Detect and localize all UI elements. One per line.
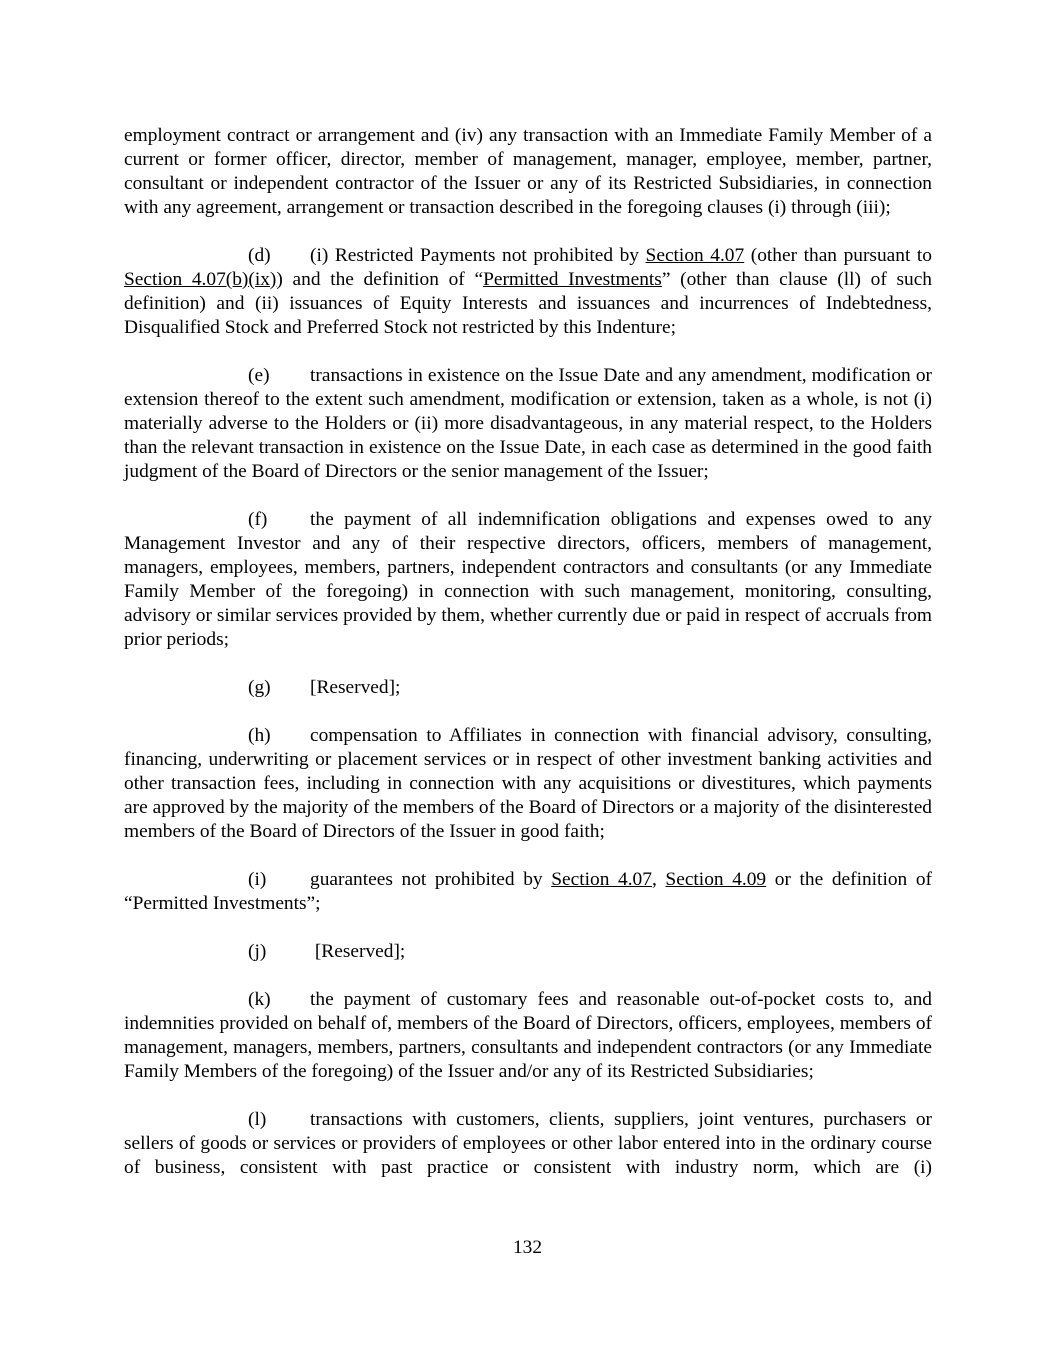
section-4-07-b-ix-reference: Section 4.07(b)(ix) <box>124 269 277 290</box>
page-number: 132 <box>512 1237 543 1258</box>
clause-e-label: (e) <box>248 365 270 386</box>
clause-l-text: transactions with customers, clients, suppliers, joint ventures, purchasers or sellers of goods or services or providers of employees or other labor entered into in the ordinary course of business, consistent with past practice or consistent with industry norm, which are (i) <box>124 1109 932 1178</box>
intro-text: employment contract or arrangement and (iv) any transaction with an Immediate Family Member of a current or former officer, director, member of management, manager, employee, member, partner, consultant or independent contractor of the Issuer or any of its Restricted Subsidiaries, in connection with any agreement, arrangement or transaction described in the foregoing clauses (i) through (iii); <box>124 125 932 218</box>
clause-j <box>248 940 932 964</box>
clause-e <box>124 364 932 484</box>
clause-i-text-1: guarantees not prohibited by <box>310 869 552 890</box>
section-4-07-reference: Section 4.07 <box>645 245 745 266</box>
clause-f-text: the payment of all indemnification obligations and expenses owed to any Management Investor and any of their respective directors, officers, members of management, managers, employees, members, partners, independent contractors and consultants (or any Immediate Family Member of the foregoing) in connection with such management, monitoring, consulting, advisory or similar services provided by them, whether currently due or paid in respect of accruals from prior periods; <box>124 509 932 650</box>
clause-i-label: (i) <box>248 869 267 890</box>
clause-g-label: (g) <box>248 677 271 698</box>
clause-d-text-1: (i) Restricted Payments not prohibited by <box>310 245 646 266</box>
clause-l <box>124 1108 932 1180</box>
clause-e-text: transactions in existence on the Issue Date and any amendment, modification or extension thereof to the extent such amendment, modification or extension, taken as a whole, is not (i) materially adverse to the Holders or (ii) more disadvantageous, in any material respect, to the Holders than the relevant transaction in existence on the Issue Date, in each case as determined in the good faith judgment of the Board of Directors or the senior management of the Issuer; <box>124 365 932 482</box>
clause-d-text-3: ) and the definition of “ <box>276 269 484 290</box>
permitted-investments-reference: Permitted Investments <box>483 269 662 290</box>
clause-k <box>124 988 932 1084</box>
clause-j-text: [Reserved]; <box>310 941 406 962</box>
clause-h-text: compensation to Affiliates in connection with financial advisory, consulting, financing, underwriting or placement services or in respect of other investment banking activities and other transaction fees, including in connection with any acquisitions or divestitures, which payments are approved by the majority of the members of the Board of Directors or a majority of the disinterested members of the Board of Directors of the Issuer in good faith; <box>124 725 932 842</box>
section-4-07-reference-2: Section 4.07 <box>551 869 652 890</box>
clause-i-text-2: or the definition of “Permitted Investments”; <box>124 869 932 914</box>
clause-d-text-4: ” (other than clause (ll) of such definition) and (ii) issuances of Equity Interests and issuances and incurrences of Indebtedness, Disqualified Stock and Preferred Stock not restricted by this Indenture; <box>124 269 932 338</box>
clause-g <box>248 676 932 700</box>
clause-d-label: (d) <box>248 245 271 266</box>
clause-k-label: (k) <box>248 989 271 1010</box>
clause-i-separator: , <box>651 869 666 890</box>
clause-d-text-2: (other than pursuant to <box>744 245 932 266</box>
clause-h-label: (h) <box>248 725 271 746</box>
clause-g-text: [Reserved]; <box>310 677 401 698</box>
document-page <box>124 124 932 1204</box>
clause-i <box>124 868 932 916</box>
clause-d <box>124 244 932 340</box>
clause-h <box>124 724 932 844</box>
clause-l-label: (l) <box>248 1109 267 1130</box>
section-4-09-reference: Section 4.09 <box>665 869 767 890</box>
clause-j-label: (j) <box>248 941 267 962</box>
clause-k-text: the payment of customary fees and reasonable out-of-pocket costs to, and indemnities provided on behalf of, members of the Board of Directors, officers, employees, members of management, managers, members, partners, consultants and independent contractors (or any Immediate Family Members of the foregoing) of the Issuer and/or any of its Restricted Subsidiaries; <box>124 989 932 1082</box>
clause-f <box>124 508 932 652</box>
clause-f-label: (f) <box>248 509 268 530</box>
intro-paragraph <box>124 124 932 220</box>
